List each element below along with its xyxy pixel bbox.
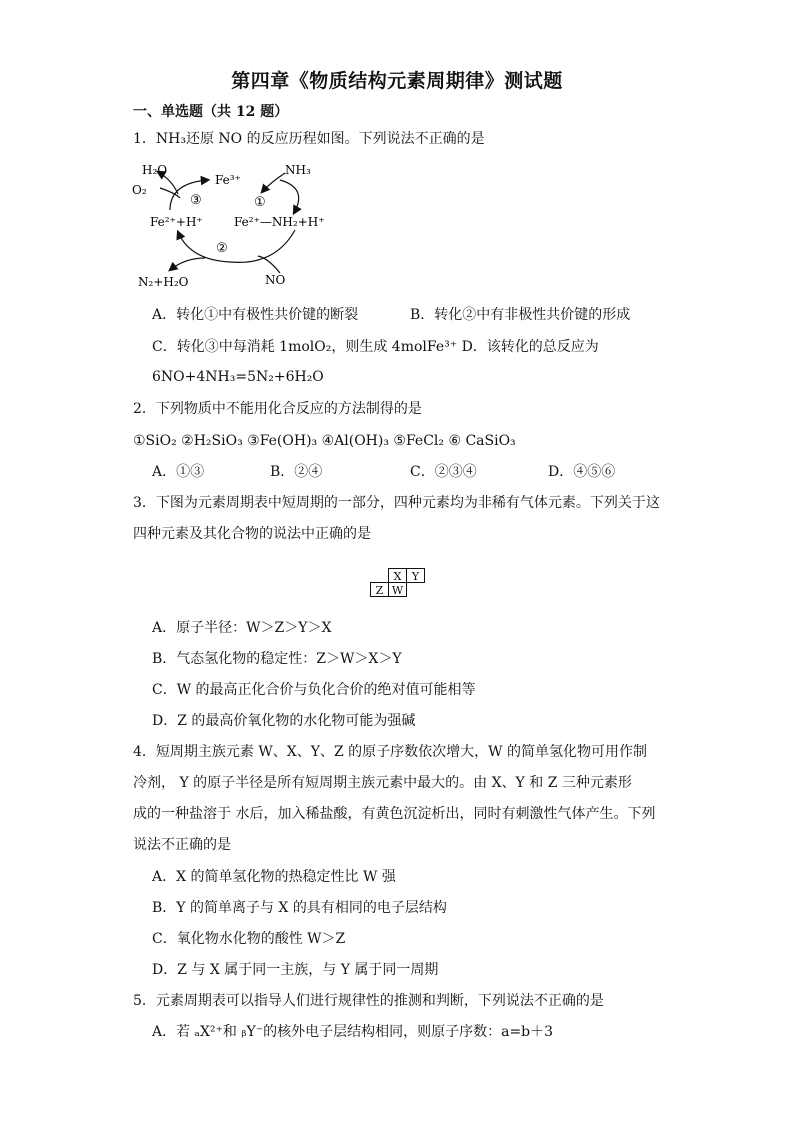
cell-y: Y (406, 568, 425, 583)
q4-stem-line3: 成的一种盐溶于 水后，加入稀盐酸，有黄色沉淀析出，同时有刺激性气体产生。下列 (133, 806, 656, 822)
label-step1: ① (254, 195, 266, 210)
q3-stem-line1: 3．下图为元素周期表中短周期的一部分，四种元素均为非稀有气体元素。下列关于这 (133, 495, 660, 511)
q4-stem-line4: 说法不正确的是 (133, 837, 231, 853)
q4-option-c: C．氧化物水化物的酸性 W＞Z (152, 931, 346, 947)
q3-option-d: D．Z 的最高价氧化物的水化物可能为强碱 (152, 713, 416, 729)
q2-items: ①SiO₂ ②H₂SiO₃ ③Fe(OH)₃ ④Al(OH)₃ ⑤FeCl₂ ⑥ CaSiO₃ (133, 433, 516, 449)
label-n2-h2o: N₂+H₂O (138, 275, 189, 289)
label-nh3: NH₃ (285, 163, 311, 177)
label-fe2-h: Fe²⁺+H⁺ (150, 215, 203, 229)
document-title: 第四章《物质结构元素周期律》测试题 (231, 70, 563, 92)
q3-option-b: B．气态氢化物的稳定性：Z＞W＞X＞Y (152, 651, 402, 667)
label-o2: O₂ (132, 183, 147, 197)
cell-x: X (388, 568, 407, 583)
q1-option-b: B．转化②中有非极性共价键的形成 (410, 307, 631, 323)
q4-option-b: B．Y 的简单离子与 X 的具有相同的电子层结构 (152, 900, 447, 916)
q2-stem: 2．下列物质中不能用化合反应的方法制得的是 (133, 401, 422, 417)
label-fe2-nh2: Fe²⁺—NH₂+H⁺ (234, 215, 325, 229)
q2-option-d: D．④⑤⑥ (548, 464, 616, 480)
q4-stem-line2: 冷剂， Y 的原子半径是所有短周期主族元素中最大的。由 X、Y 和 Z 三种元素形 (133, 775, 632, 791)
arrow-n2-out (170, 258, 205, 270)
q2-option-c: C．②③④ (410, 464, 477, 480)
q1-option-a: A．转化①中有极性共价键的断裂 (152, 307, 359, 323)
label-no: NO (265, 273, 286, 287)
reaction-cycle-diagram (130, 158, 345, 298)
q2-option-a: A．①③ (152, 464, 205, 480)
label-step2: ② (216, 241, 228, 256)
q1-option-d-equation: 6NO+4NH₃=5N₂+6H₂O (152, 369, 324, 385)
q3-stem-line2: 四种元素及其化合物的说法中正确的是 (133, 526, 371, 542)
q4-option-a: A．X 的简单氢化物的热稳定性比 W 强 (152, 869, 396, 885)
q1-stem: 1．NH₃还原 NO 的反应历程如图。下列说法不正确的是 (133, 131, 485, 147)
arrow-step2 (178, 230, 295, 262)
arrow-step1 (280, 180, 299, 213)
q4-stem-line1: 4．短周期主族元素 W、X、Y、Z 的原子序数依次增大，W 的简单氢化物可用作制 (133, 744, 647, 760)
q1-option-c: C．转化③中每消耗 1molO₂，则生成 4molFe³⁺ D．该转化的总反应为 (152, 339, 599, 355)
label-h2o: H₂O (142, 163, 168, 177)
cell-z: Z (370, 582, 389, 597)
q2-option-b: B．②④ (270, 464, 323, 480)
section-heading: 一、单选题（共 12 题） (133, 104, 289, 120)
label-fe3: Fe³⁺ (215, 173, 241, 187)
q5-option-a: A．若 ₐX²⁺和 ᵦY⁻的核外电子层结构相同，则原子序数：a=b＋3 (152, 1024, 554, 1040)
q3-option-a: A．原子半径：W＞Z＞Y＞X (152, 620, 332, 636)
arrow-nh3-in (262, 173, 285, 192)
cell-w: W (388, 582, 407, 597)
q5-stem: 5．元素周期表可以指导人们进行规律性的推测和判断，下列说法不正确的是 (133, 993, 604, 1009)
label-step3: ③ (190, 193, 202, 208)
q4-option-d: D．Z 与 X 属于同一主族，与 Y 属于同一周期 (152, 962, 439, 978)
q3-option-c: C．W 的最高正化合价与负化合价的绝对值可能相等 (152, 682, 476, 698)
